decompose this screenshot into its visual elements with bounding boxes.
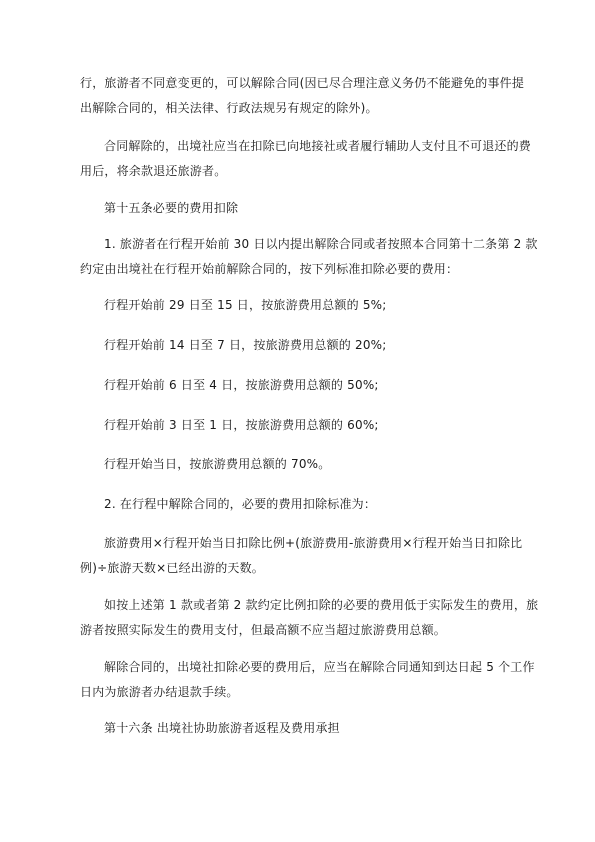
text-line: 如按上述第 1 款或者第 2 款约定比例扣除的必要的费用低于实际发生的费用，旅 — [104, 598, 539, 612]
deduction-rate-3-1-days — [80, 413, 518, 438]
text-line: 解除合同的，出境社扣除必要的费用后，应当在解除合同通知到达日起 5 个工作 — [104, 660, 535, 674]
text-line: 行程开始当日，按旅游费用总额的 70%。 — [104, 457, 331, 471]
actual-cost-provision — [80, 593, 539, 643]
text-line: 合同解除的，出境社应当在扣除已向地接社或者履行辅助人支付且不可退还的费 — [104, 139, 532, 153]
text-line: 出解除合同的，相关法律、行政法规另有规定的除外)。 — [80, 101, 378, 115]
text-line: 1. 旅游者在行程开始前 30 日以内提出解除合同或者按照本合同第十二条第 2 款 — [104, 237, 538, 251]
text-line: 用后，将余款退还旅游者。 — [80, 164, 227, 178]
deduction-formula — [80, 531, 523, 581]
text-line: 旅游费用×行程开始当日扣除比例+(旅游费用-旅游费用×行程开始当日扣除比 — [104, 536, 523, 550]
text-line: 游者按照实际发生的费用支付，但最高额不应当超过旅游费用总额。 — [80, 623, 447, 637]
paragraph-termination-condition — [80, 71, 525, 121]
deduction-rate-same-day — [80, 452, 518, 477]
text-line: 第十五条必要的费用扣除 — [104, 201, 239, 215]
text-line: 行程开始前 29 日至 15 日，按旅游费用总额的 5%; — [104, 298, 387, 312]
text-line: 行程开始前 3 日至 1 日，按旅游费用总额的 60%; — [104, 418, 379, 432]
text-line: 行，旅游者不同意变更的，可以解除合同(因已尽合理注意义务仍不能避免的事件提 — [80, 76, 525, 90]
deduction-rate-14-7-days — [80, 333, 518, 358]
text-line: 约定由出境社在行程开始前解除合同的，按下列标准扣除必要的费用： — [80, 262, 459, 276]
text-line: 第十六条 出境社协助旅游者返程及费用承担 — [104, 721, 340, 735]
article-15-heading — [80, 196, 518, 221]
clause-2-during-trip-termination — [80, 492, 518, 517]
clause-1-pre-trip-termination — [80, 232, 538, 282]
text-line: 行程开始前 6 日至 4 日，按旅游费用总额的 50%; — [104, 378, 379, 392]
paragraph-refund-after-termination — [80, 134, 532, 184]
refund-deadline-provision — [80, 655, 535, 705]
article-16-heading — [80, 716, 518, 741]
deduction-rate-29-15-days — [80, 293, 518, 318]
text-line: 日内为旅游者办结退款手续。 — [80, 685, 239, 699]
text-line: 行程开始前 14 日至 7 日，按旅游费用总额的 20%; — [104, 338, 387, 352]
text-line: 2. 在行程中解除合同的，必要的费用扣除标准为： — [104, 497, 377, 511]
deduction-rate-6-4-days — [80, 373, 518, 398]
text-line: 例)÷旅游天数×已经出游的天数。 — [80, 561, 264, 575]
